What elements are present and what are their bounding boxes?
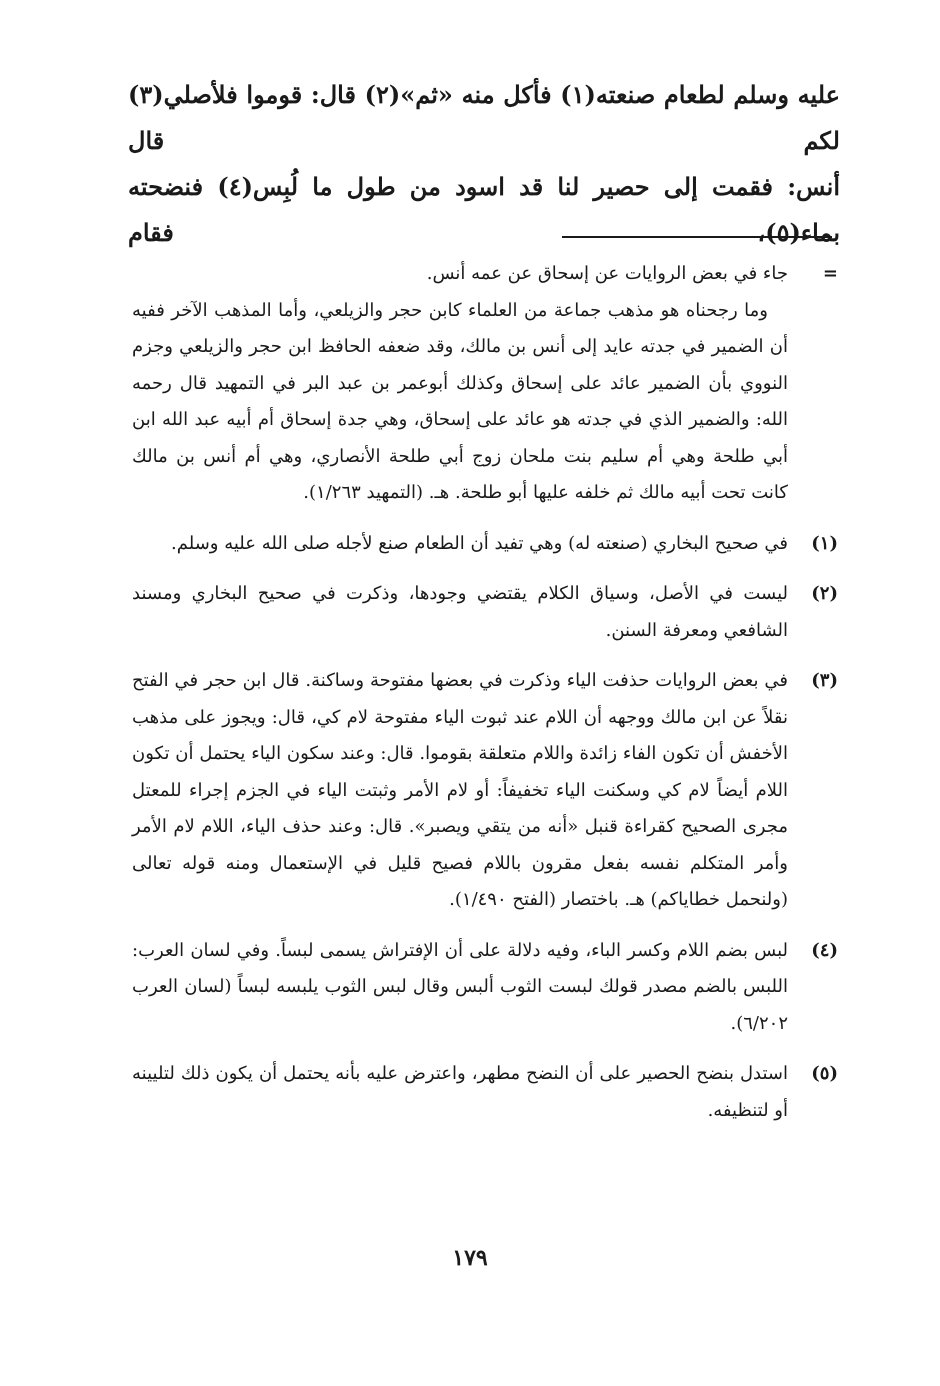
main-text: [128, 72, 840, 256]
footnote-body: [132, 526, 788, 563]
footnote-1: [132, 526, 838, 563]
main-text-line: أنس: فقمت إلى حصير لنا قد اسود من طول ما لُبِس(٤) فنضحته بماء(٥)، فقام: [128, 172, 841, 247]
footnote-marker: (١): [811, 532, 838, 554]
footnote-paragraph: ليست في الأصل، وسياق الكلام يقتضي وجودها، وذكرت في صحيح البخاري ومسند الشافعي ومعرفة السنن.: [132, 583, 788, 641]
footnote-paragraph: استدل بنضح الحصير على أن النضح مطهر، واعترض عليه بأنه يحتمل أن يكون ذلك لتليينه أو لتنظيفه.: [132, 1063, 788, 1121]
footnote-paragraph: وما رجحناه هو مذهب جماعة من العلماء كابن حجر والزيلعي، وأما المذهب الآخر ففيه أن الضمير في جدته عايد إلى أنس بن مالك، وقد ضعفه الحافظ ابن حجر والزيلعي وجزم النووي بأن الضمير عائد على إسحاق وكذلك أبوعمر بن عبد البر في التمهيد قال رحمه الله: والضمير الذي في جدته هو عائد على إسحاق، وهي جدة إسحاق أم أبيه عبد الله ابن أبي طلحة وهي أم سليم بنت ملحان زوج أبي طلحة الأنصاري، وهي أم أنس بن مالك كانت تحت أبيه مالك ثم خلفه عليها أبو طلحة. هـ. (التمهيد ١/٢٦٣).: [132, 299, 788, 503]
footnote-paragraph: في صحيح البخاري (صنعته له) وهي تفيد أن الطعام صنع لأجله صلى الله عليه وسلم.: [171, 532, 788, 554]
footnote-paragraph: جاء في بعض الروايات عن إسحاق عن عمه أنس.: [426, 263, 788, 284]
footnote-continuation: [132, 256, 838, 512]
footnote-body: [132, 576, 788, 649]
footnote-3: [132, 663, 838, 919]
footnotes: [132, 256, 838, 1143]
main-text-line: عليه وسلم لطعام صنعته(١) فأكل منه «ثم»(٢) قال: قوموا فلأصلي(٣) لكم قال: [128, 80, 840, 155]
footnote-marker: (٣): [811, 670, 838, 691]
footnote-paragraph: لبس بضم اللام وكسر الباء، وفيه دلالة على أن الإفتراش يسمى لبساً. وفي لسان العرب: اللبس بالضم مصدر قولك لبست الثوب ألبس وقال لبس الثوب يلبسه لبساً (لسان العرب ٦/٢٠٢).: [132, 939, 788, 1034]
footnote-marker: =: [822, 263, 838, 284]
footnote-marker: (٥): [811, 1063, 838, 1084]
page-number: ١٧٩: [452, 1245, 488, 1271]
footnote-4: [132, 933, 838, 1043]
footnote-body: [132, 256, 788, 512]
footnote-separator: [562, 236, 832, 238]
footnote-body: [132, 1056, 788, 1129]
footnote-paragraph: في بعض الروايات حذفت الياء وذكرت في بعضها مفتوحة وساكنة. قال ابن حجر في الفتح نقلاً عن ابن مالك ووجهه أن اللام عند ثبوت الياء مفتوحة لام كي، قال: ويجوز على مذهب الأخفش أن تكون الفاء زائدة واللام متعلقة بقوموا. قال: وعند سكون الياء يحتمل أن تكون اللام أيضاً لام كي وسكنت الياء تخفيفاً: أو لام الأمر وثبتت الياء في الجزم إجراء للمعتل مجرى الصحيح كقراءة قنبل «أنه من يتقي ويصبر». قال: وعند حذف الياء، اللام لام الأمر وأمر المتكلم نفسه بفعل مقرون باللام فصيح قليل في الإستعمال ومنه قوله تعالى (ولنحمل خطاياكم) هـ. باختصار (الفتح ١/٤٩٠).: [132, 670, 788, 910]
footnote-marker: (٢): [811, 583, 838, 604]
footnote-5: [132, 1056, 838, 1129]
footnote-body: [132, 663, 788, 919]
footnote-marker: (٤): [811, 939, 838, 961]
footnote-2: [132, 576, 838, 649]
footnote-body: [132, 933, 788, 1043]
